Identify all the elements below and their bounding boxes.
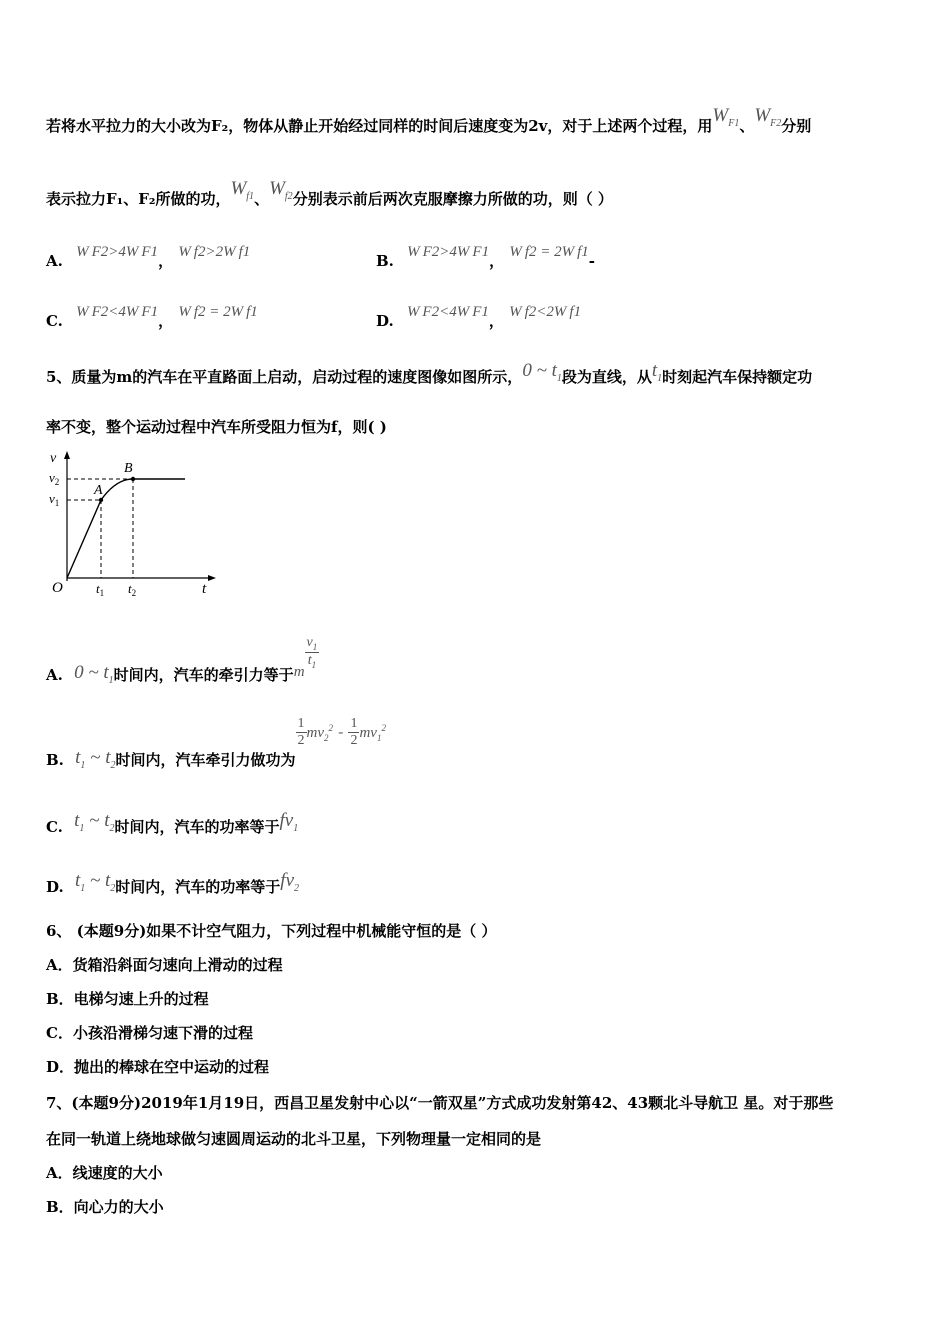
q4-option-c[interactable]: C. W F2<4W F1， W f2 = 2W f1 — [46, 304, 258, 330]
math-WF1: $W_{F1}$ — [712, 105, 740, 129]
q5-option-b[interactable]: B. $t_1$ ~ $t_2$时间内，汽车牵引力做功为 $\frac{1}{2}$ $mv_2^2$ - $\frac{1}{2}$ $mv_1^2$ — [46, 716, 386, 771]
q5-option-a[interactable]: A. 0 ~ $t_1$时间内，汽车的牵引力等于m $\frac{v_1}{t_1}$ — [46, 635, 318, 687]
q5-line1: 5、质量为m的汽车在平直路面上启动，启动过程的速度图像如图所示，0 ~ $t_1$段为直线，从$t_1$时刻起汽车保持额定功 — [46, 360, 813, 386]
label-o: O — [52, 580, 63, 596]
q4-line2: 表示拉力F₁、F₂所做的功，$W_{f1}$、$W_{f2}$分别表示前后两次克服摩擦力所做的功，则（ ） — [46, 178, 613, 208]
label-v1: $v_1$ — [49, 491, 60, 508]
velocity-time-graph — [46, 448, 221, 598]
label-v: v — [50, 451, 57, 466]
label-t: t — [202, 581, 207, 597]
label-a: A — [94, 483, 103, 498]
q7-stem-line1: 7、(本题9分)2019年1月19日，西昌卫星发射中心以“一箭双星”方式成功发射第42、43颗北斗导航卫 星。对于那些 — [46, 1094, 834, 1112]
fraction-half-2: $\frac{1}{2}$ — [350, 716, 358, 748]
point-a — [99, 498, 103, 502]
q7-option-a[interactable]: A．线速度的大小 — [46, 1164, 163, 1182]
q4-option-a[interactable]: A. W F2>4W F1， W f2>2W f1 — [46, 244, 251, 270]
q5-line2: 率不变，整个运动过程中汽车所受阻力恒为f，则( ) — [46, 418, 387, 436]
q7-option-b[interactable]: B．向心力的大小 — [46, 1198, 164, 1216]
math-range: 0 ~ $t_1$ — [522, 360, 562, 384]
q5-option-c[interactable]: C. $t_1$ ~ $t_2$时间内，汽车的功率等于$fv_1$ — [46, 810, 299, 836]
label-v2: $v_2$ — [49, 470, 60, 487]
math-Wf1: $W_{f1}$ — [230, 178, 255, 202]
q6-option-d[interactable]: D．抛出的棒球在空中运动的过程 — [46, 1058, 270, 1076]
math-t1: $t_1$ — [651, 360, 663, 384]
fraction-half-1: $\frac{1}{2}$ — [297, 716, 305, 748]
velocity-curve — [67, 479, 185, 578]
fraction-v1-t1: $\frac{v_1}{t_1}$ — [306, 635, 318, 670]
label-t1: $t_1$ — [96, 581, 105, 598]
math-Wf2: $W_{f2}$ — [269, 178, 293, 202]
q6-option-c[interactable]: C．小孩沿滑梯匀速下滑的过程 — [46, 1024, 253, 1042]
q6-option-a[interactable]: A．货箱沿斜面匀速向上滑动的过程 — [46, 956, 283, 974]
q7-stem-line2: 在同一轨道上绕地球做匀速圆周运动的北斗卫星，下列物理量一定相同的是 — [46, 1130, 542, 1148]
math-WF2: $W_{F2}$ — [754, 105, 782, 129]
q6-stem: 6、 (本题9分)如果不计空气阻力，下列过程中机械能守恒的是（ ） — [46, 922, 497, 940]
point-b — [131, 477, 135, 481]
label-t2: $t_2$ — [128, 581, 137, 598]
label-b: B — [124, 461, 133, 476]
t-axis-arrow — [208, 575, 216, 581]
q4-option-b[interactable]: B. W F2>4W F1， W f2 = 2W f1- — [376, 244, 596, 270]
v-axis-arrow — [64, 451, 70, 459]
q6-option-b[interactable]: B．电梯匀速上升的过程 — [46, 990, 209, 1008]
q4-option-d[interactable]: D. W F2<4W F1， W f2<2W f1 — [376, 304, 582, 330]
q4-text: 若将水平拉力的大小改为F₂，物体从静止开始经过同样的时间后速度变为2v，对于上述两个过程，用 — [46, 117, 713, 135]
q5-option-d[interactable]: D. $t_1$ ~ $t_2$时间内，汽车的功率等于$fv_2$ — [46, 870, 300, 896]
q4-line1: 若将水平拉力的大小改为F₂，物体从静止开始经过同样的时间后速度变为2v，对于上述两个过程，用$W_{F1}$、$W_{F2}$分别 — [46, 105, 812, 135]
